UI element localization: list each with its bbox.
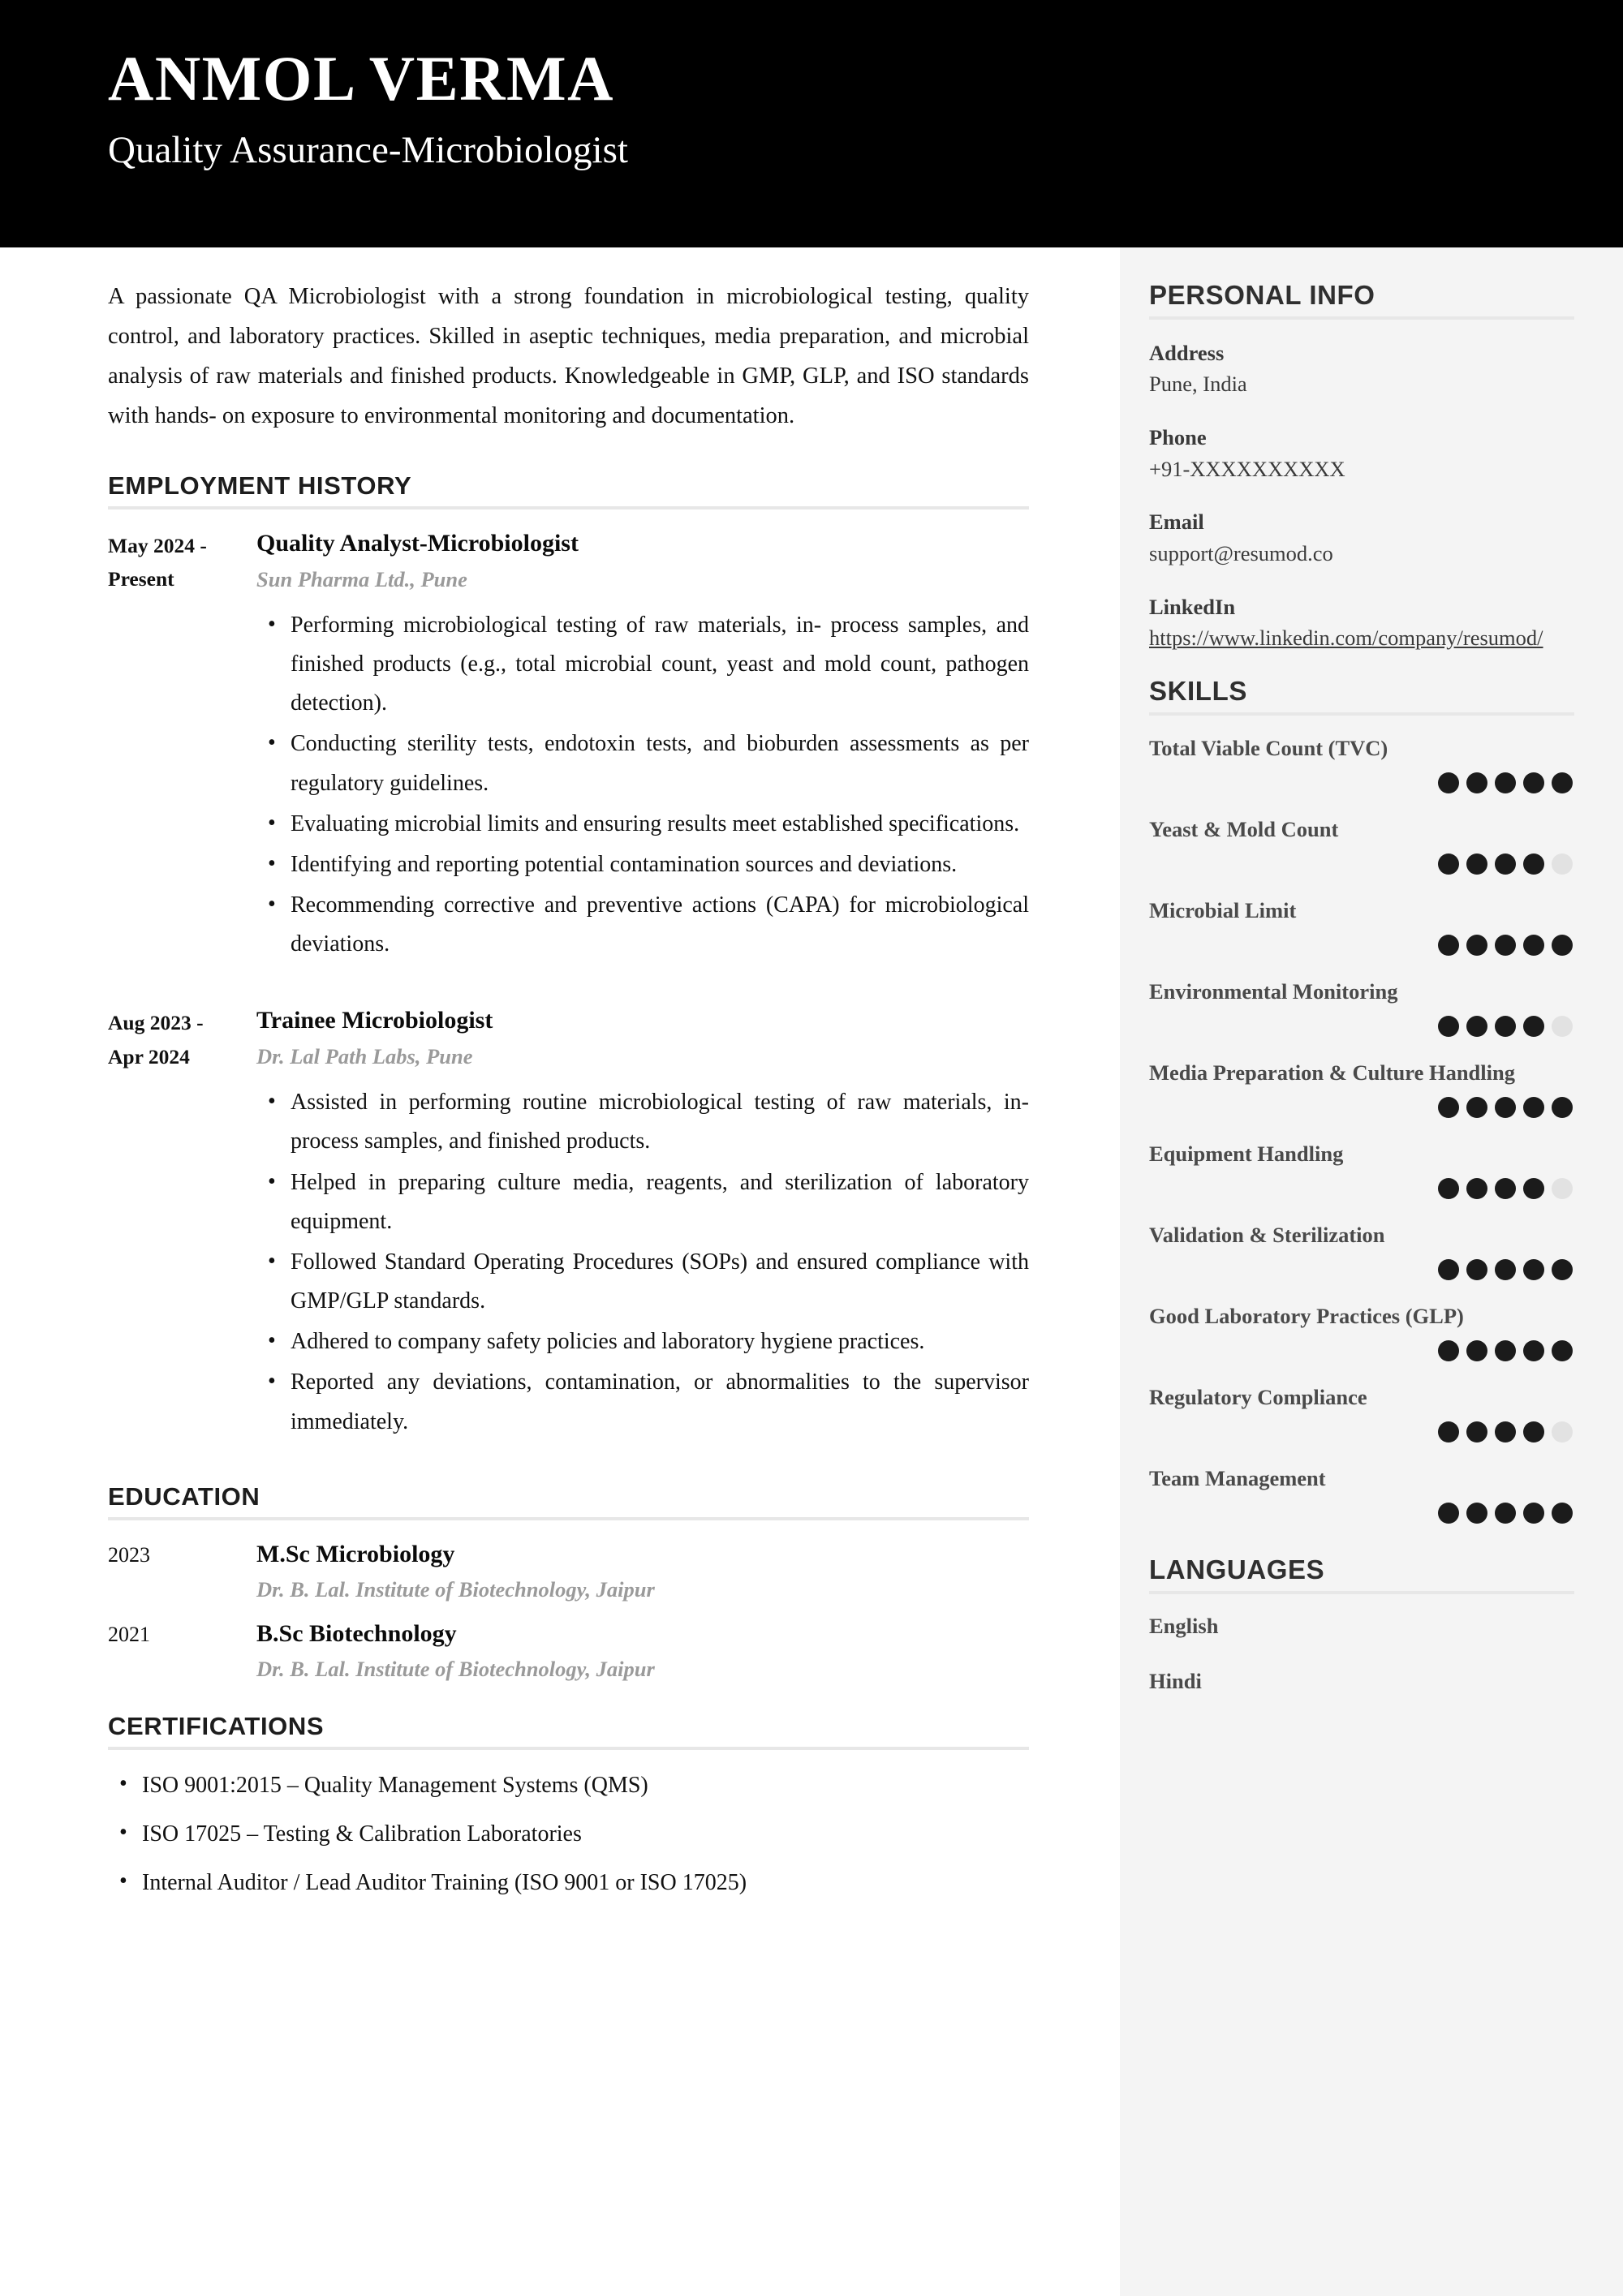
personal-info-item bbox=[1149, 506, 1574, 570]
experience-bullet-list bbox=[256, 606, 1029, 964]
personal-info-value: support@resumod.co bbox=[1149, 540, 1333, 565]
experience-entry bbox=[108, 527, 1029, 965]
education-section-heading: EDUCATION bbox=[108, 1482, 1029, 1520]
experience-bullet: • Recommending corrective and preventive actions (CAPA) for microbiological deviations. bbox=[256, 886, 1029, 964]
skill-dot-filled bbox=[1523, 1016, 1544, 1037]
skill-item bbox=[1149, 1301, 1574, 1361]
sidebar-column bbox=[1120, 247, 1623, 2296]
resume-header bbox=[0, 0, 1623, 247]
personal-info-label: Email bbox=[1149, 510, 1204, 535]
skill-dot-filled bbox=[1438, 935, 1459, 956]
skill-dot-filled bbox=[1523, 1340, 1544, 1361]
experience-bullet: • Assisted in performing routine microbiological testing of raw materials, in-process samples, and finished products. bbox=[256, 1083, 1029, 1161]
personal-info-section bbox=[1149, 280, 1574, 655]
skill-dot-filled bbox=[1466, 1259, 1487, 1280]
skill-dot-filled bbox=[1495, 935, 1516, 956]
skill-dot-filled bbox=[1438, 1421, 1459, 1443]
skill-dot-filled bbox=[1552, 772, 1573, 793]
skill-dot-filled bbox=[1438, 772, 1459, 793]
certifications-list bbox=[108, 1774, 1029, 1894]
personal-info-label: Address bbox=[1149, 341, 1225, 365]
language-item: English bbox=[1149, 1614, 1219, 1638]
skill-dot-filled bbox=[1552, 1259, 1573, 1280]
personal-info-value: +91-XXXXXXXXXX bbox=[1149, 456, 1345, 481]
skill-item bbox=[1149, 1464, 1574, 1524]
skill-dot-filled bbox=[1523, 853, 1544, 875]
skill-dot-filled bbox=[1495, 1503, 1516, 1524]
skill-dot-filled bbox=[1495, 772, 1516, 793]
skill-dot-filled bbox=[1438, 1503, 1459, 1524]
education-section bbox=[108, 1482, 1029, 1684]
skill-item bbox=[1149, 1058, 1574, 1118]
certification-item: • ISO 17025 – Testing & Calibration Laboratories bbox=[108, 1823, 1029, 1846]
skill-dot-filled bbox=[1495, 1340, 1516, 1361]
skill-rating-dots bbox=[1149, 1259, 1574, 1280]
skill-item bbox=[1149, 1382, 1574, 1443]
education-year: 2023 bbox=[108, 1542, 150, 1567]
languages-heading: LANGUAGES bbox=[1149, 1554, 1574, 1594]
skill-dot-filled bbox=[1495, 1016, 1516, 1037]
certifications-section-heading: CERTIFICATIONS bbox=[108, 1712, 1029, 1750]
experience-role: Quality Analyst-Microbiologist bbox=[256, 530, 579, 557]
experience-bullet: • Reported any deviations, contamination, or abnormalities to the supervisor immediately. bbox=[256, 1363, 1029, 1441]
skill-dot-empty bbox=[1552, 853, 1573, 875]
skill-item bbox=[1149, 1139, 1574, 1199]
skill-dot-filled bbox=[1466, 1178, 1487, 1199]
skill-dot-empty bbox=[1552, 1421, 1573, 1443]
skill-name: Equipment Handling bbox=[1149, 1141, 1344, 1166]
experience-entry bbox=[108, 1004, 1029, 1443]
skill-dot-filled bbox=[1438, 853, 1459, 875]
experience-date-end: Apr 2024 bbox=[108, 1044, 190, 1068]
skill-rating-dots bbox=[1149, 1178, 1574, 1199]
skill-name: Validation & Sterilization bbox=[1149, 1222, 1385, 1247]
skills-heading: SKILLS bbox=[1149, 676, 1574, 716]
skill-dot-filled bbox=[1523, 1178, 1544, 1199]
skill-rating-dots bbox=[1149, 1340, 1574, 1361]
certifications-section bbox=[108, 1712, 1029, 1894]
linkedin-url-link[interactable]: https://www.linkedin.com/company/resumod/ bbox=[1149, 625, 1543, 650]
experience-bullet: • Evaluating microbial limits and ensuring results meet established specifications. bbox=[256, 805, 1029, 844]
skill-dot-filled bbox=[1523, 772, 1544, 793]
experience-dates bbox=[108, 527, 256, 965]
personal-info-item bbox=[1149, 422, 1574, 485]
skill-dot-filled bbox=[1466, 1097, 1487, 1118]
experience-date-end: Present bbox=[108, 567, 174, 591]
experience-role: Trainee Microbiologist bbox=[256, 1007, 493, 1034]
resume-body bbox=[0, 247, 1623, 2296]
skill-dot-filled bbox=[1552, 1097, 1573, 1118]
skill-rating-dots bbox=[1149, 853, 1574, 875]
skill-item bbox=[1149, 896, 1574, 956]
skills-section bbox=[1149, 676, 1574, 1524]
personal-info-label: Phone bbox=[1149, 425, 1207, 450]
skill-dot-empty bbox=[1552, 1016, 1573, 1037]
experience-bullet: • Conducting sterility tests, endotoxin tests, and bioburden assessments as per regulatory guidelines. bbox=[256, 724, 1029, 802]
skill-dot-filled bbox=[1466, 1421, 1487, 1443]
skills-list bbox=[1149, 733, 1574, 1524]
skill-dot-empty bbox=[1552, 1178, 1573, 1199]
personal-info-value: Pune, India bbox=[1149, 372, 1247, 397]
skill-dot-filled bbox=[1523, 1503, 1544, 1524]
experience-bullet: • Identifying and reporting potential contamination sources and deviations. bbox=[256, 845, 1029, 884]
skill-dot-filled bbox=[1552, 935, 1573, 956]
skill-name: Regulatory Compliance bbox=[1149, 1384, 1367, 1409]
skill-name: Total Viable Count (TVC) bbox=[1149, 735, 1388, 760]
experience-bullet: • Helped in preparing culture media, reagents, and sterilization of laboratory equipment. bbox=[256, 1163, 1029, 1241]
skill-dot-filled bbox=[1552, 1340, 1573, 1361]
skill-dot-filled bbox=[1466, 935, 1487, 956]
skill-name: Media Preparation & Culture Handling bbox=[1149, 1060, 1516, 1085]
skill-dot-filled bbox=[1495, 1178, 1516, 1199]
skill-rating-dots bbox=[1149, 1503, 1574, 1524]
candidate-job-title: Quality Assurance-Microbiologist bbox=[108, 129, 628, 171]
skill-name: Environmental Monitoring bbox=[1149, 978, 1398, 1004]
experience-company: Sun Pharma Ltd., Pune bbox=[256, 566, 467, 591]
experience-bullet: • Performing microbiological testing of raw materials, in- process samples, and finished products (e.g., total microbial count, yeast and mold count, pathogen detection). bbox=[256, 606, 1029, 723]
experience-date-start: Aug 2023 - bbox=[108, 1011, 204, 1035]
languages-list bbox=[1149, 1612, 1574, 1696]
personal-info-item bbox=[1149, 591, 1574, 655]
skill-dot-filled bbox=[1438, 1259, 1459, 1280]
skill-item bbox=[1149, 977, 1574, 1037]
skill-item bbox=[1149, 733, 1574, 793]
skill-dot-filled bbox=[1495, 1097, 1516, 1118]
skill-dot-filled bbox=[1466, 772, 1487, 793]
skill-dot-filled bbox=[1495, 853, 1516, 875]
personal-info-heading: PERSONAL INFO bbox=[1149, 280, 1574, 320]
candidate-name: ANMOL VERMA bbox=[108, 43, 614, 114]
skill-dot-filled bbox=[1438, 1097, 1459, 1118]
education-list bbox=[108, 1538, 1029, 1684]
skill-name: Yeast & Mold Count bbox=[1149, 816, 1339, 841]
personal-info-item bbox=[1149, 338, 1574, 401]
education-degree: B.Sc Biotechnology bbox=[256, 1619, 457, 1647]
skill-name: Microbial Limit bbox=[1149, 897, 1297, 922]
education-school: Dr. B. Lal. Institute of Biotechnology, Jaipur bbox=[256, 1576, 655, 1602]
education-degree: M.Sc Microbiology bbox=[256, 1540, 455, 1567]
education-year: 2021 bbox=[108, 1622, 150, 1646]
skill-dot-filled bbox=[1466, 1340, 1487, 1361]
skill-item bbox=[1149, 1220, 1574, 1280]
skill-name: Team Management bbox=[1149, 1465, 1326, 1490]
education-school: Dr. B. Lal. Institute of Biotechnology, Jaipur bbox=[256, 1656, 655, 1681]
language-item: Hindi bbox=[1149, 1669, 1202, 1694]
experience-dates bbox=[108, 1004, 256, 1443]
skill-dot-filled bbox=[1495, 1421, 1516, 1443]
languages-section bbox=[1149, 1554, 1574, 1696]
skill-rating-dots bbox=[1149, 1097, 1574, 1118]
main-column bbox=[0, 247, 1120, 2296]
skill-dot-filled bbox=[1523, 935, 1544, 956]
certification-item: • Internal Auditor / Lead Auditor Training (ISO 9001 or ISO 17025) bbox=[108, 1872, 1029, 1894]
experience-bullet-list bbox=[256, 1083, 1029, 1441]
skill-dot-filled bbox=[1466, 1503, 1487, 1524]
experience-bullet: • Adhered to company safety policies and laboratory hygiene practices. bbox=[256, 1322, 1029, 1361]
personal-info-label: LinkedIn bbox=[1149, 594, 1236, 619]
skill-dot-filled bbox=[1523, 1421, 1544, 1443]
skill-rating-dots bbox=[1149, 772, 1574, 793]
skill-name: Good Laboratory Practices (GLP) bbox=[1149, 1303, 1464, 1328]
education-entry bbox=[108, 1618, 1029, 1684]
experience-date-start: May 2024 - bbox=[108, 534, 207, 558]
skill-dot-filled bbox=[1438, 1016, 1459, 1037]
skill-dot-filled bbox=[1466, 853, 1487, 875]
experience-bullet: • Followed Standard Operating Procedures (SOPs) and ensured compliance with GMP/GLP standards. bbox=[256, 1243, 1029, 1321]
skill-item bbox=[1149, 815, 1574, 875]
skill-dot-filled bbox=[1523, 1259, 1544, 1280]
certification-item: • ISO 9001:2015 – Quality Management Systems (QMS) bbox=[108, 1774, 1029, 1797]
experience-company: Dr. Lal Path Labs, Pune bbox=[256, 1043, 473, 1068]
skill-dot-filled bbox=[1552, 1503, 1573, 1524]
employment-section bbox=[108, 471, 1029, 1443]
skill-dot-filled bbox=[1438, 1178, 1459, 1199]
employment-section-heading: EMPLOYMENT HISTORY bbox=[108, 471, 1029, 510]
skill-rating-dots bbox=[1149, 1421, 1574, 1443]
education-entry bbox=[108, 1538, 1029, 1605]
skill-dot-filled bbox=[1523, 1097, 1544, 1118]
skill-rating-dots bbox=[1149, 1016, 1574, 1037]
skill-dot-filled bbox=[1466, 1016, 1487, 1037]
skill-dot-filled bbox=[1438, 1340, 1459, 1361]
skill-dot-filled bbox=[1495, 1259, 1516, 1280]
professional-summary: A passionate QA Microbiologist with a strong foundation in microbiological testing, quality control, and laboratory practices. Skilled in aseptic techniques, media preparation, and microbial analysis of raw materials and finished products. Knowledgeable in GMP, GLP, and ISO standards with hands- on exposure to environmental monitoring and documentation. bbox=[108, 284, 1029, 429]
skill-rating-dots bbox=[1149, 935, 1574, 956]
